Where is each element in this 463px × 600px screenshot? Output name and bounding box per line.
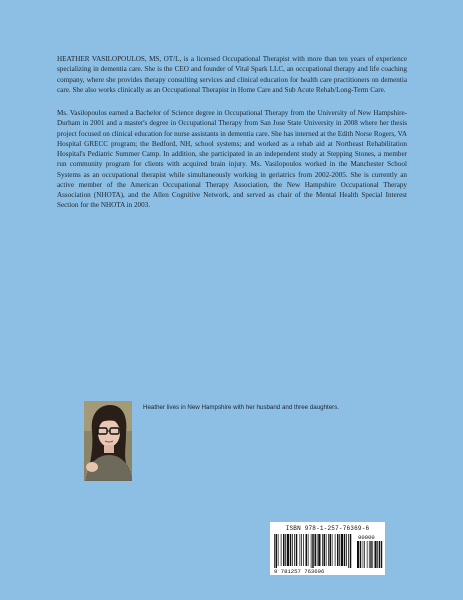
isbn-barcode: [270, 522, 385, 575]
barcode-price-code: 90000: [358, 534, 375, 541]
isbn-label: ISBN 978-1-257-76369-6: [285, 525, 370, 532]
bio-paragraph-2: Ms. Vasilopoulos earned a Bachelor of Science degree in Occupational Therapy from the University of New Hampshire-Durham in 2001 and a master's degree in Occupational Therapy from San Jose State University in 2008 where her thesis project focused on clinical education for nurse assistants in dementia care. She has interned at the Edith Norse Rogers, VA Hospital GRECC program; the Bedford, NH, school systems; and worked as a rehab aid at Northeast Rehabilitation Hospital's Pediatric Summer Camp. In addition, she participated in an independent study at Stepping Stones, a member run community program for clients with acquired brain injury. Ms. Vasilopoulos worked in the Manchester School Systems as an occupational therapist while simultaneously working in geriatrics from 2002-2005. She is currently an active member of the American Occupational Therapy Association, the New Hampshire Occupational Therapy Association (NHOTA), and the Allen Cognitive Network, and served as chair of the Mental Health Special Interest Section for the NHOTA in 2003.: [57, 109, 407, 210]
author-photo: [84, 401, 132, 481]
author-bio: [57, 54, 407, 224]
bio-paragraph-1: HEATHER VASILOPOULOS, MS, OT/L, is a licensed Occupational Therapist with more than ten years of experience specializing in dementia care. She is the CEO and founder of Vital Spark LLC, an occupational therapy and life coaching company, where she provides therapy consulting services and clinical education for health care practitioners on dementia care. She also works clinically as an Occupational Therapist in Home Care and Sub Acute Rehab/Long-Term Care.: [57, 55, 407, 94]
author-caption: Heather lives in New Hampshire with her husband and three daughters.: [143, 404, 340, 411]
barcode-graphic: [270, 522, 385, 575]
barcode-digits: 9 781257 763696: [274, 568, 325, 575]
